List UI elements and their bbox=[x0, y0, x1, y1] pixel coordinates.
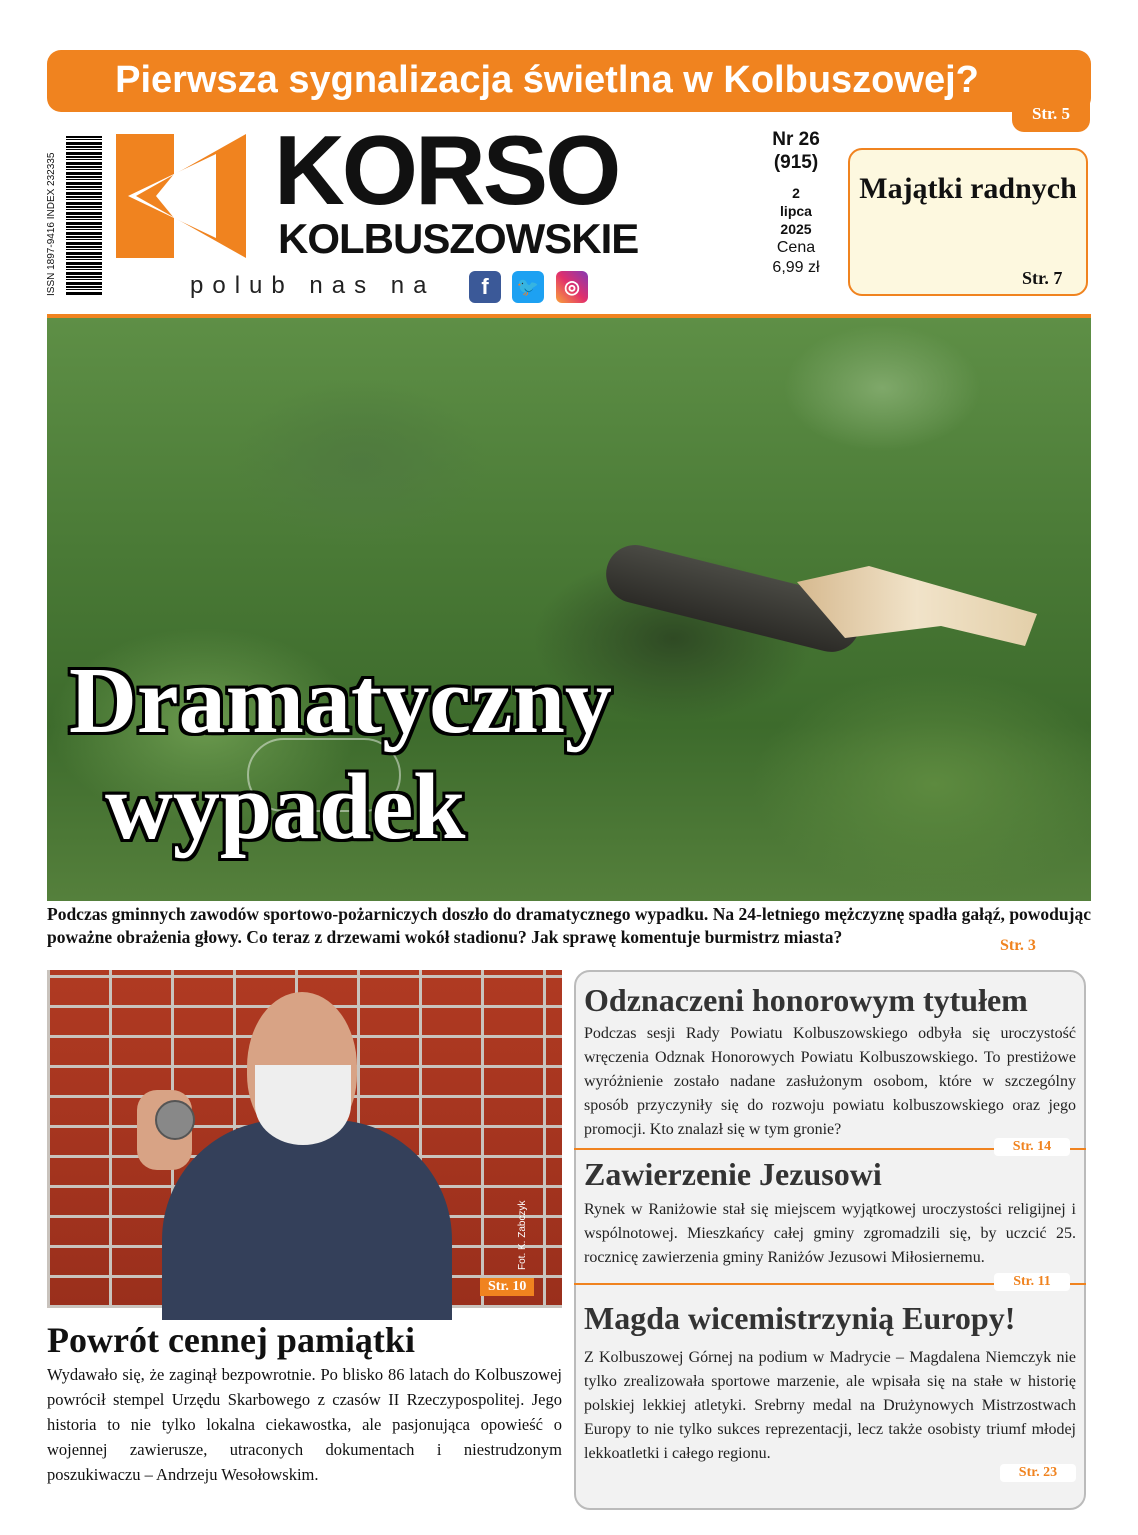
price-value: 6,99 zł bbox=[772, 259, 820, 276]
masthead-title: KORSO bbox=[274, 115, 619, 225]
teaser-box[interactable] bbox=[848, 148, 1088, 296]
facebook-icon[interactable]: f bbox=[469, 271, 501, 303]
issn-label: ISSN 1897-9416 INDEX 232335 bbox=[46, 152, 57, 296]
story-text-2: Rynek w Raniżowie stał się miejscem wyjątkowej uroczystości religijnej i wspólnotowej. Mieszkańcy całej gminy zgromadzili się, by uczcić 25. rocznicę zawierzenia gminy Raniżów Jezusowi Miłosiernemu. bbox=[584, 1201, 1076, 1266]
banner-headline: Pierwsza sygnalizacja świetlna w Kolbuszowej? bbox=[115, 59, 979, 101]
issue-number: Nr 26 bbox=[772, 129, 820, 150]
story-photo[interactable] bbox=[47, 970, 562, 1308]
instagram-icon[interactable]: ◎ bbox=[556, 271, 588, 303]
news-box bbox=[574, 970, 1086, 1510]
story-title[interactable]: Powrót cennej pamiątki bbox=[47, 1320, 415, 1360]
top-banner[interactable] bbox=[47, 50, 1091, 112]
masthead-subtitle: KOLBUSZOWSKIE bbox=[278, 215, 639, 262]
issue-info bbox=[760, 128, 832, 278]
photo-credit: Fot. K. Zabczyk bbox=[1095, 820, 1106, 890]
issue-serial: (915) bbox=[773, 152, 819, 173]
story-text-3: Z Kolbuszowej Górnej na podium w Madrycie – Magdalena Niemczyk nie tylko zrealizowała sportowe marzenie, ale wpisała się na stałe w historię polskiej lekkiej atletyki. Srebrny medal na Drużynowych Mistrzostwach Europy to nie tylko sukces reprezentacji, lecz także osobisty triumf młodej lekkoatletki i całego regionu. bbox=[584, 1349, 1076, 1462]
main-photo[interactable] bbox=[47, 314, 1106, 901]
story-title-3[interactable]: Magda wicemistrzynią Europy! bbox=[584, 1300, 1016, 1336]
story-text: Wydawało się, że zaginął bezpowrotnie. Po blisko 86 latach do Kolbuszowej powrócił stempel Urzędu Skarbowego z czasów II Rzeczypospolitej. Jego historia to nie tylko lokalna ciekawostka, ale pasjonująca opowieść o wojennej zawierusze, utraconych dokumentach i niestrudzonym poszukiwaczu – Andrzeju Wesołowskim. bbox=[47, 1365, 562, 1484]
story-title-1[interactable]: Odznaczeni honorowym tytułem bbox=[584, 982, 1028, 1018]
teaser-title: Majątki radnych bbox=[859, 172, 1077, 205]
stamp-icon bbox=[155, 1100, 195, 1140]
story-page-ref-3: Str. 23 bbox=[1000, 1464, 1076, 1482]
like-us-label: polub nas na bbox=[190, 272, 436, 299]
main-headline: Dramatyczny wypadek bbox=[69, 649, 612, 859]
story-title-2[interactable]: Zawierzenie Jezusowi bbox=[584, 1156, 882, 1192]
issue-day: 2 bbox=[792, 185, 800, 201]
price-label: Cena bbox=[776, 239, 816, 256]
photo-credit: Fot. K. Zabczyk bbox=[517, 1200, 528, 1270]
man-figure bbox=[162, 1120, 452, 1320]
story-text-1: Podczas sesji Rady Powiatu Kolbuszowskiego odbyła się uroczystość wręczenia Odznak Honorowych Powiatu Kolbuszowskiego. To prestiżowe wyróżnienie zostało nadane zasłużonym osobom, które w szczególny sposób przyczyniły się do rozwoju powiatu kolbuszowskiego oraz jego promocji. Kto znalazł się w tym gronie? bbox=[584, 1025, 1076, 1138]
story-page-ref-1: Str. 14 bbox=[994, 1138, 1070, 1156]
man-beard bbox=[255, 1065, 351, 1145]
issue-year: 2025 bbox=[780, 221, 812, 237]
main-page-ref: Str. 3 bbox=[1000, 937, 1036, 954]
barcode-icon bbox=[66, 136, 102, 296]
banner-page-ref: Str. 5 bbox=[1012, 94, 1090, 132]
story-page-ref-2: Str. 11 bbox=[994, 1273, 1070, 1291]
korso-logo-icon bbox=[116, 134, 246, 258]
issue-month: lipca bbox=[780, 203, 812, 219]
twitter-icon[interactable]: 🐦 bbox=[512, 271, 544, 303]
photo-page-ref: Str. 10 bbox=[480, 1278, 534, 1296]
main-lead: Podczas gminnych zawodów sportowo-pożarniczych doszło do dramatycznego wypadku. Na 24-letniego mężczyznę spadła gałąź, powodując poważne obrażenia głowy. Co teraz z drzewami wokół stadionu? Jak sprawę komentuje burmistrz miasta? bbox=[47, 904, 1091, 947]
teaser-page-ref: Str. 7 bbox=[1022, 268, 1063, 288]
